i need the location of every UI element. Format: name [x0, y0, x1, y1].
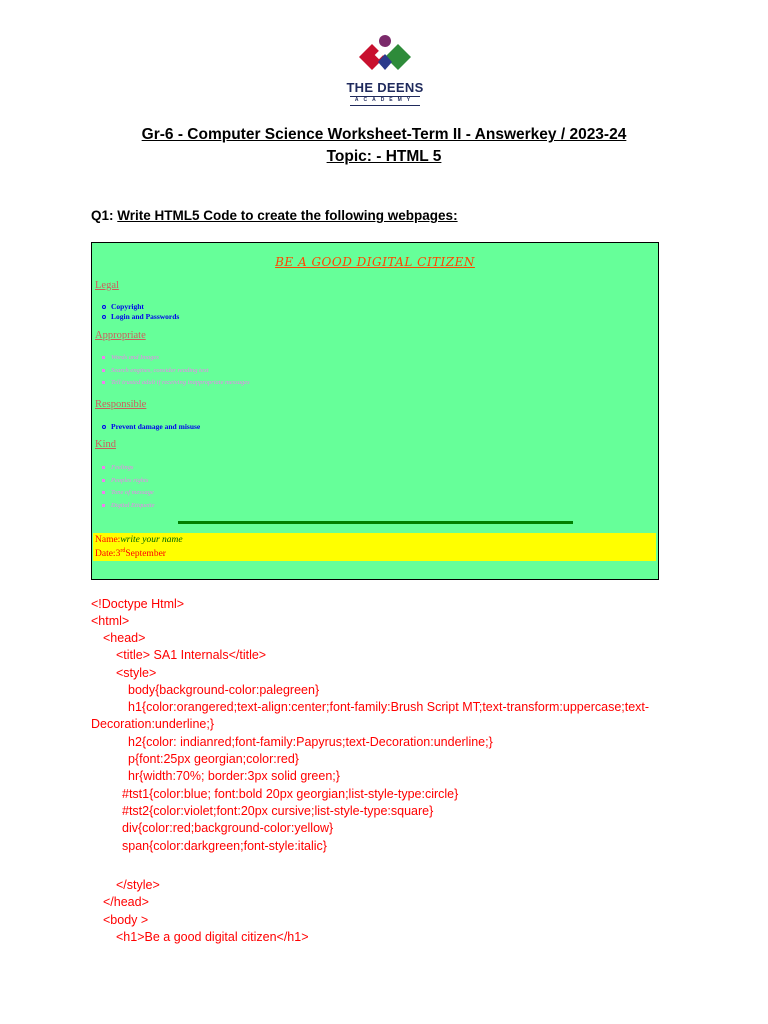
- list-item: Prevent damage and misuse: [102, 422, 200, 432]
- code-line: <title> SA1 Internals</title>: [116, 648, 267, 662]
- list-item: Peoples rights: [102, 475, 155, 488]
- logo-subtitle: ACADEMY: [354, 97, 416, 103]
- list-item: Tone of message: [102, 487, 155, 500]
- question-text: Write HTML5 Code to create the following webpages:: [117, 208, 458, 223]
- code-line: <style>: [116, 666, 157, 680]
- code-line: p{font:25px georgian;color:red}: [128, 752, 299, 766]
- list-item: Feelings: [102, 462, 155, 475]
- preview-name-date-box: [93, 533, 656, 561]
- list-item: Tell trusted adult if receiving inappropriate messages: [102, 377, 250, 390]
- code-line: <body >: [103, 913, 149, 927]
- preview-horizontal-rule: [178, 521, 573, 524]
- code-line: <html>: [91, 614, 130, 628]
- preview-h1: BE A GOOD DIGITAL CITIZEN: [275, 255, 475, 269]
- school-logo: [340, 34, 430, 108]
- preview-heading-legal: Legal: [95, 280, 119, 291]
- code-line: <!Doctype Html>: [91, 597, 185, 611]
- date-label: Date:3: [95, 549, 121, 560]
- code-line: body{background-color:palegreen}: [128, 683, 320, 697]
- preview-list-kind: [102, 462, 155, 512]
- preview-list-legal: [102, 302, 179, 321]
- code-line: div{color:red;background-color:yellow}: [122, 821, 334, 835]
- preview-list-responsible: [102, 422, 200, 432]
- code-line: #tst2{color:violet;font:20px cursive;list-style-type:square}: [122, 804, 434, 818]
- deens-emblem-icon: [352, 34, 418, 80]
- name-value: write your name: [120, 535, 183, 545]
- name-label: Name:: [95, 535, 121, 545]
- date-row: [95, 548, 166, 559]
- code-line: <h1>Be a good digital citizen</h1>: [116, 930, 309, 944]
- preview-heading-responsible: Responsible: [95, 399, 147, 410]
- question-1: [91, 208, 458, 223]
- question-number: Q1:: [91, 208, 114, 223]
- code-line: </head>: [103, 895, 149, 909]
- code-line: Decoration:underline;}: [91, 717, 214, 731]
- logo-divider: [350, 105, 420, 106]
- date-value: September: [125, 549, 166, 560]
- preview-heading-appropriate: Appropriate: [95, 330, 146, 341]
- list-item: Copyright: [102, 302, 179, 312]
- list-item: Digital Etiquette: [102, 500, 155, 513]
- name-row: [95, 535, 183, 545]
- webpage-preview: [91, 242, 659, 580]
- logo-name: THE DEENS: [346, 80, 424, 95]
- code-line: hr{width:70%; border:3px solid green;}: [128, 769, 340, 783]
- code-line: h2{color: indianred;font-family:Papyrus;text-Decoration:underline;}: [128, 735, 493, 749]
- list-item: Search engines, consider reading text: [102, 365, 250, 378]
- topic-title: Topic: - HTML 5: [326, 148, 442, 165]
- list-item: Login and Passwords: [102, 312, 179, 322]
- code-line: span{color:darkgreen;font-style:italic}: [122, 839, 327, 853]
- code-line: <head>: [103, 631, 146, 645]
- date-suffix: rd: [120, 548, 126, 554]
- code-line: h1{color:orangered;text-align:center;font-family:Brush Script MT;text-transform:uppercase;text-: [128, 700, 650, 714]
- preview-heading-kind: Kind: [95, 439, 116, 450]
- worksheet-title: Gr-6 - Computer Science Worksheet-Term II - Answerkey / 2023-24: [141, 126, 627, 143]
- list-item: Words and Images: [102, 352, 250, 365]
- preview-list-appropriate: [102, 352, 250, 390]
- code-line: </style>: [116, 878, 160, 892]
- code-line: #tst1{color:blue; font:bold 20px georgian;list-style-type:circle}: [122, 787, 459, 801]
